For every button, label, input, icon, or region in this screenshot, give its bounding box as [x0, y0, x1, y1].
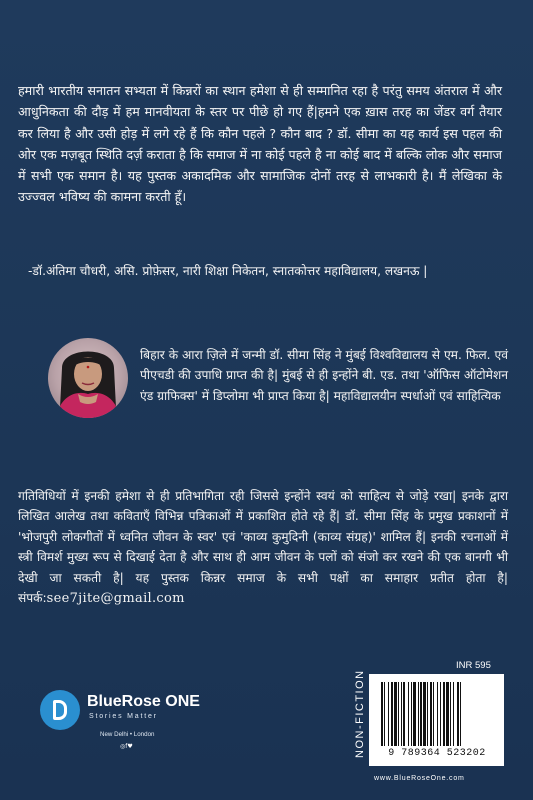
barcode-bar [398, 682, 399, 746]
barcode-bar [408, 682, 409, 746]
author-bio-text: गतिविधियों में इनकी हमेशा से ही प्रतिभागिता रही जिससे इन्होंने स्वयं को साहित्य से जोड़े रखा| इनके द्वारा लिखित आलेख तथा कविताएँ विभिन्न पत्रिकाओं में प्रकाशित होते रहे हैं| डॉ. सीमा सिंह के प्रमुख प्रकाशनों में 'भोजपुरी लोकगीतों में ध्वनित जीवन के स्वर' एवं 'काव्य कुमुदिनी (काव्य संग्रह)' शामिल हैं| इनकी रचनाओं में स्त्री विमर्श मुख्य रूप से दिखाई देता है और साथ ही आम जीवन के पलों को संजो कर रखने की एक बानगी भी देखी जा सकती है| यह पुस्तक किन्नर समाज के सभी पक्षों का समाहार प्रतीत होता है| [18, 489, 508, 585]
publisher-website[interactable]: www.BlueRoseOne.com [374, 775, 465, 782]
isbn-barcode [369, 674, 504, 766]
barcode-bar [391, 682, 393, 746]
barcode-bar [440, 682, 441, 746]
barcode-bar [460, 682, 461, 746]
endorsement-credit: -डॉ.अंतिमा चौधरी, असि. प्रोफ़ेसर, नारी शिक्षा निकेतन, स्नातकोत्तर महाविद्यालय, लखनऊ | [28, 264, 428, 278]
barcode-bar [418, 682, 419, 746]
author-photo [48, 338, 128, 418]
author-bio-top: बिहार के आरा ज़िले में जन्मी डॉ. सीमा सिंह ने मुंबई विश्वविद्यालय से एम. फिल. एवं पीएचडी की उपाधि प्राप्त की है| मुंबई से ही इन्होंने बी. एड. तथा 'ऑफिस ऑटोमेशन एंड ग्राफिक्स' में डिप्लोमा भी प्राप्त किया है| महाविद्यालयीन स्पर्धाओं एवं साहित्यिक [140, 348, 508, 403]
barcode-bar [437, 682, 438, 746]
barcode-icon [379, 682, 494, 746]
genre-label: NON-FICTION [354, 669, 366, 758]
publisher-tagline: Stories Matter [89, 713, 158, 720]
barcode-bar [394, 682, 397, 746]
contact-label: संपर्क: [18, 591, 47, 606]
barcode-bar [401, 682, 402, 746]
barcode-bar [427, 682, 428, 746]
author-bio-bottom [18, 486, 508, 609]
barcode-bar [420, 682, 422, 746]
isbn-number: 9 789364 523202 [388, 748, 486, 759]
publisher-name: BlueRose ONE [87, 693, 200, 710]
social-icons: ◎f♥ [120, 743, 133, 750]
barcode-bar [430, 682, 432, 746]
barcode-bar [411, 682, 412, 746]
barcode-bar [384, 682, 385, 746]
price-label: INR 595 [456, 660, 491, 671]
publisher-cities: New Delhi • London [100, 731, 155, 738]
barcode-bar [413, 682, 416, 746]
bluerose-icon [40, 690, 80, 730]
barcode-bar [457, 682, 459, 746]
barcode-bar [450, 682, 451, 746]
barcode-bar [381, 682, 383, 746]
barcode-bar [443, 682, 445, 746]
author-email-link[interactable]: see7jite@gmail.com [46, 591, 185, 607]
barcode-bar [446, 682, 449, 746]
barcode-bar [423, 682, 426, 746]
publisher-logo [40, 690, 210, 750]
back-cover-blurb: हमारी भारतीय सनातन सभ्यता में किन्नरों का स्थान हमेशा से ही सम्मानित रहा है परंतु समय अंतराल में और आधुनिकता की दौड़ में हम मानवीयता के स्तर पर पीछे हो गए हैं|हमने एक ख़ास तरह का जेंडर वर्ग तैयार कर लिया है और उसी होड़ में लगे रहे हैं कि कौन पहले ? कौन बाद ? डॉ. सीमा का यह कार्य इस पहल की ओर एक मज़बूत स्थिति दर्ज़ कराता है कि समाज में ना कोई पहले है ना कोई बाद में बल्कि लोक और समाज में सभी एक समान है। यह पुस्तक अकादमिक और सामाजिक दोनों तरह से लाभकारी है। मैं लेखिका के उज्ज्वल भविष्य की कामना करती हूँ। [18, 83, 502, 205]
barcode-bar [433, 682, 434, 746]
barcode-bar [403, 682, 405, 746]
author-portrait-icon [48, 338, 128, 418]
barcode-bar [453, 682, 454, 746]
barcode-bar [388, 682, 389, 746]
